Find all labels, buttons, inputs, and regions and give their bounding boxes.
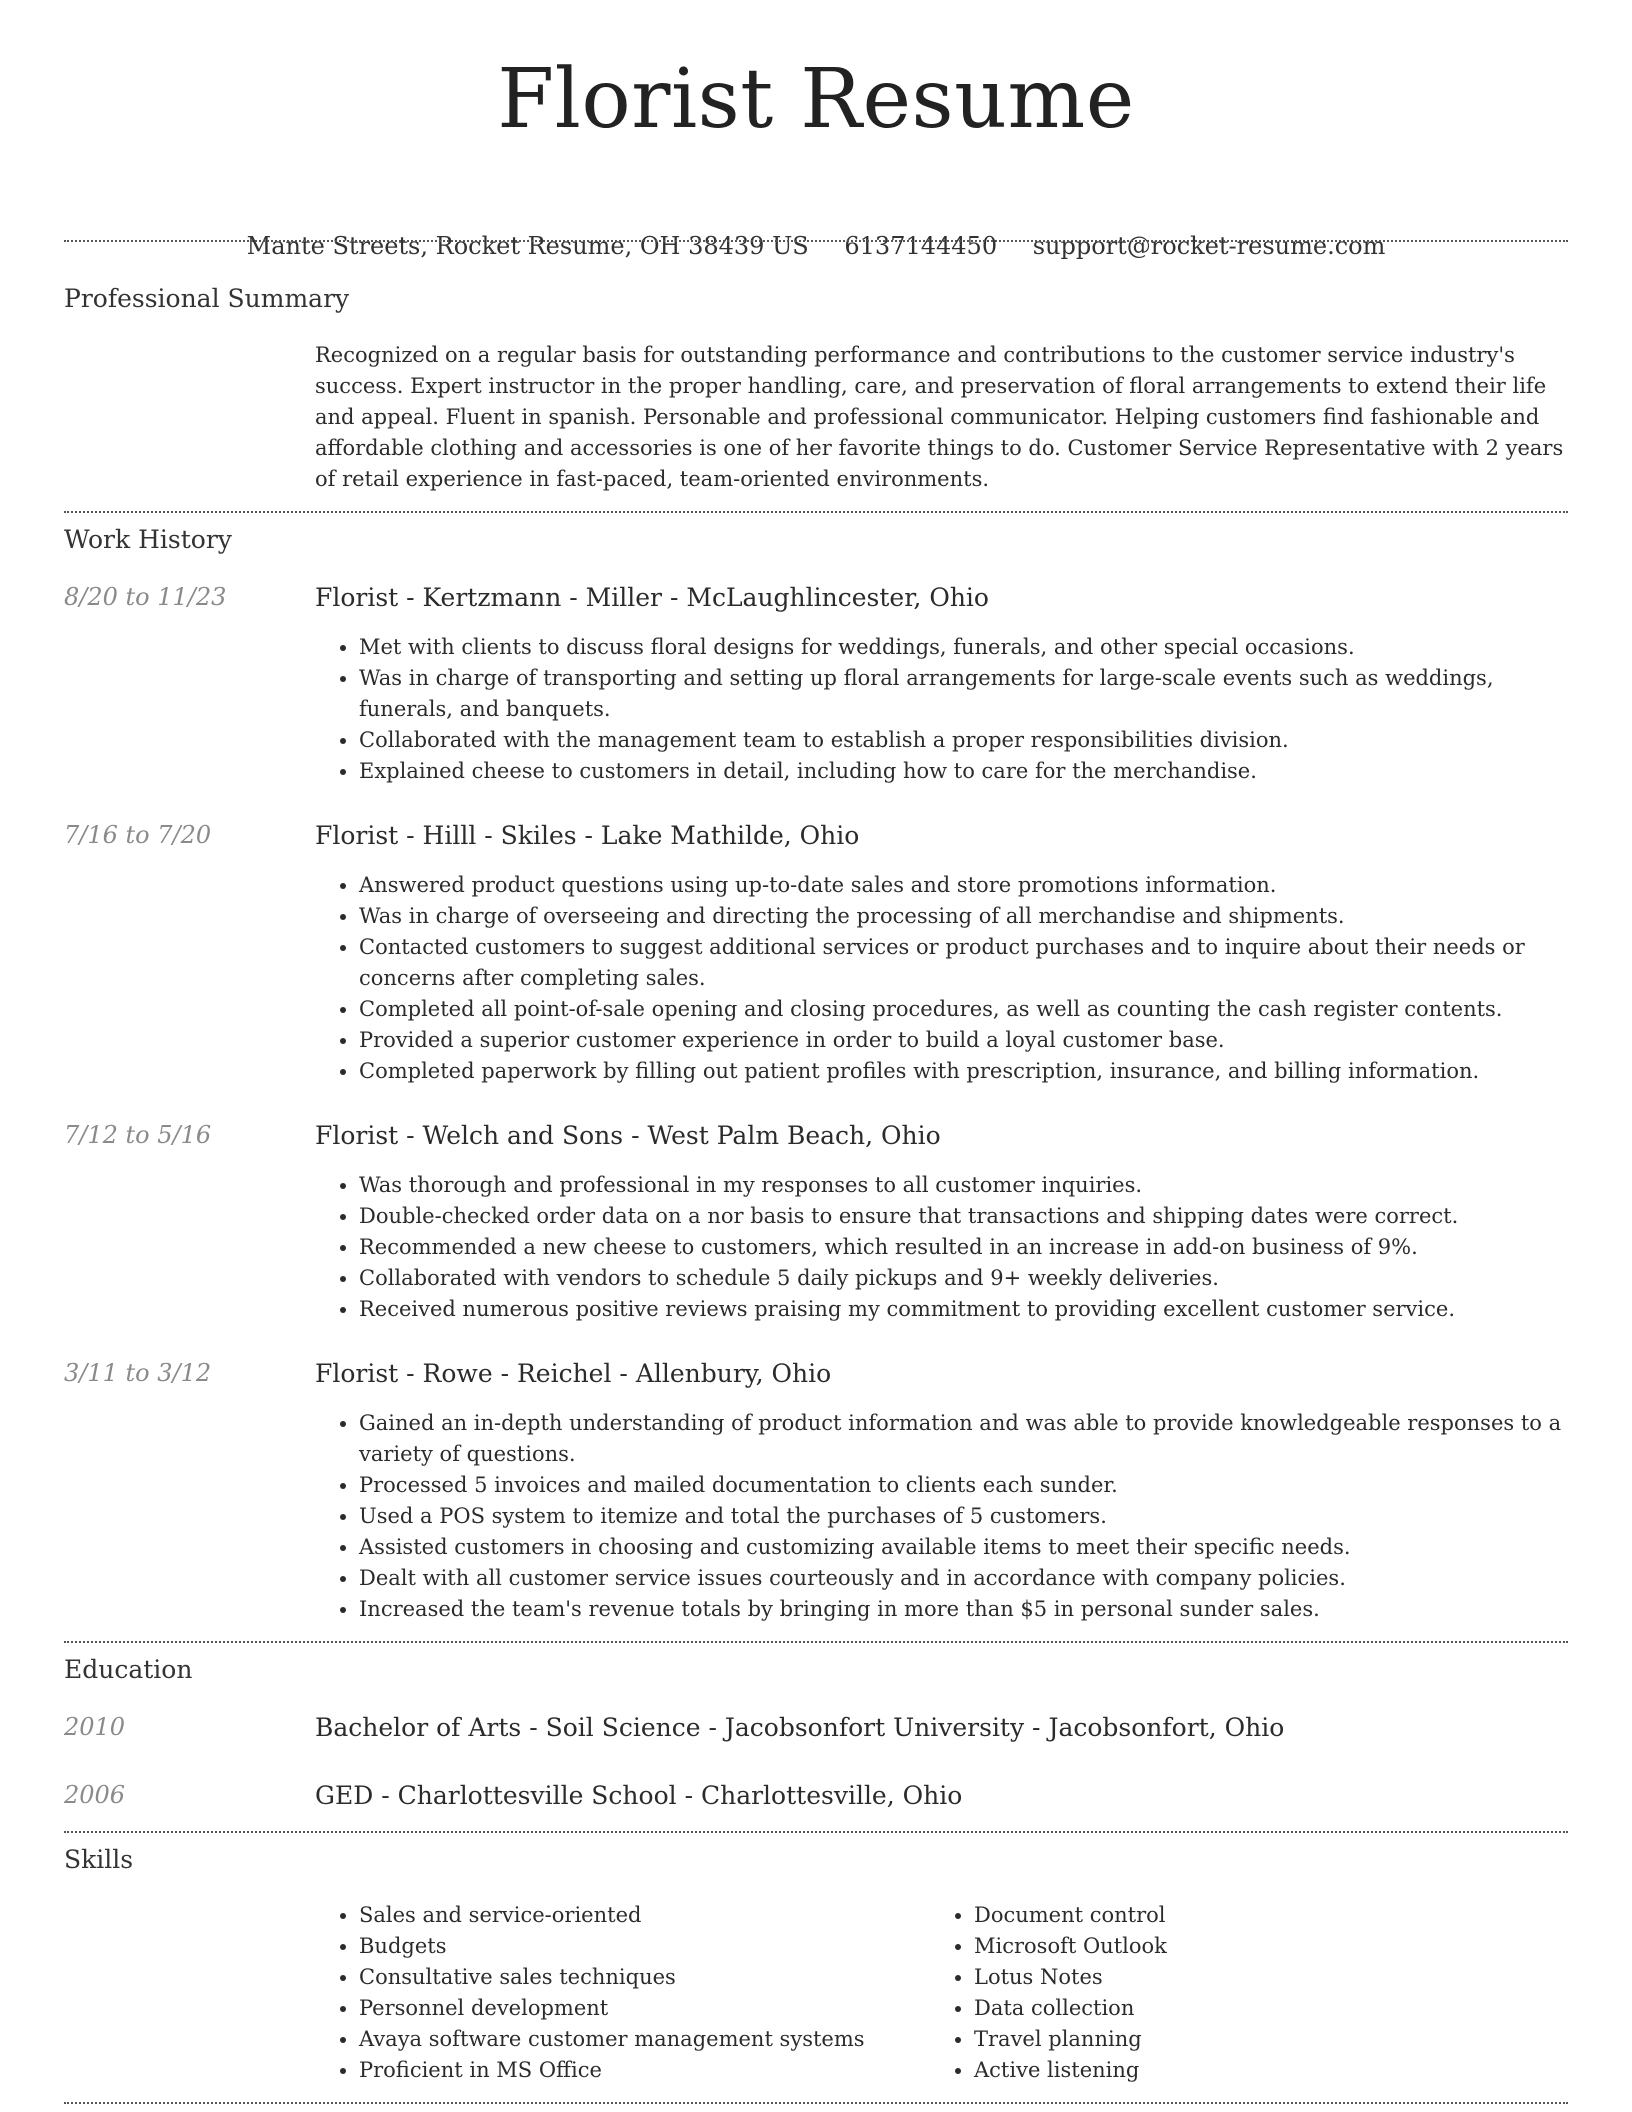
list-item: • Data collection	[974, 1993, 1530, 2024]
job-bullets	[315, 632, 1568, 787]
job-bullets	[315, 870, 1568, 1087]
list-item: • Recommended a new cheese to customers, which resulted in an increase in add-on business of 9%.	[359, 1232, 1568, 1263]
list-item: • Budgets	[359, 1931, 915, 1962]
list-item: • Was in charge of overseeing and directing the processing of all merchandise and shipments.	[359, 901, 1568, 932]
list-item: • Collaborated with the management team to establish a proper responsibilities division.	[359, 725, 1568, 756]
list-item: • Microsoft Outlook	[974, 1931, 1530, 1962]
list-item: • Processed 5 invoices and mailed documentation to clients each sunder.	[359, 1470, 1568, 1501]
list-item: • Double-checked order data on a nor basis to ensure that transactions and shipping dates were correct.	[359, 1201, 1568, 1232]
contact-email[interactable]: support@rocket-resume.com	[1032, 232, 1386, 260]
list-item: • Contacted customers to suggest additional services or product purchases and to inquire about their needs or concerns after completing sales.	[359, 932, 1568, 994]
divider	[64, 2102, 1568, 2104]
page-title: Florist Resume	[497, 52, 1135, 147]
list-item: • Received numerous positive reviews praising my commitment to providing excellent customer service.	[359, 1294, 1568, 1325]
skills-list-right	[930, 1900, 1530, 2086]
list-item: • Was thorough and professional in my responses to all customer inquiries.	[359, 1170, 1568, 1201]
list-item: • Sales and service-oriented	[359, 1900, 915, 1931]
job-dates: 3/11 to 3/12	[64, 1359, 212, 1387]
section-title-education: Education	[64, 1655, 193, 1684]
contact-line	[64, 232, 1568, 260]
list-item: • Consultative sales techniques	[359, 1962, 915, 1993]
job-dates: 7/16 to 7/20	[64, 821, 212, 849]
section-title-summary: Professional Summary	[64, 284, 350, 313]
contact-address: Mante Streets, Rocket Resume, OH 38439 US	[246, 232, 809, 260]
education-title: GED - Charlottesville School - Charlottesville, Ohio	[315, 1781, 963, 1810]
section-title-skills: Skills	[64, 1845, 134, 1874]
education-year: 2010	[64, 1713, 126, 1741]
list-item: • Answered product questions using up-to-date sales and store promotions information.	[359, 870, 1568, 901]
job-title: Florist - Hilll - Skiles - Lake Mathilde, Ohio	[315, 821, 860, 850]
list-item: • Gained an in-depth understanding of product information and was able to provide knowledgeable responses to a variety of questions.	[359, 1408, 1568, 1470]
resume-page	[64, 0, 1568, 2082]
list-item: • Personnel development	[359, 1993, 915, 2024]
skills-list-left	[315, 1900, 915, 2086]
job-dates: 8/20 to 11/23	[64, 583, 227, 611]
list-item: • Assisted customers in choosing and customizing available items to meet their specific needs.	[359, 1532, 1568, 1563]
list-item: • Collaborated with vendors to schedule 5 daily pickups and 9+ weekly deliveries.	[359, 1263, 1568, 1294]
list-item: • Lotus Notes	[974, 1962, 1530, 1993]
divider	[64, 511, 1568, 513]
summary-text: Recognized on a regular basis for outstanding performance and contributions to the customer service industry's success. Expert instructor in the proper handling, care, and preservation of floral arrangements to extend their life and appeal. Fluent in spanish. Personable and professional communicator. Helping customers find fashionable and affordable clothing and accessories is one of her favorite things to do. Customer Service Representative with 2 years of retail experience in fast-paced, team-oriented environments.	[315, 343, 1564, 491]
education-year: 2006	[64, 1781, 126, 1809]
list-item: • Completed all point-of-sale opening and closing procedures, as well as counting the cash register contents.	[359, 994, 1568, 1025]
job-title: Florist - Kertzmann - Miller - McLaughlincester, Ohio	[315, 583, 989, 612]
contact-phone: 6137144450	[844, 232, 998, 260]
divider	[64, 1641, 1568, 1643]
list-item: • Was in charge of transporting and setting up floral arrangements for large-scale events such as weddings, funerals, and banquets.	[359, 663, 1568, 725]
list-item: • Used a POS system to itemize and total the purchases of 5 customers.	[359, 1501, 1568, 1532]
list-item: • Met with clients to discuss floral designs for weddings, funerals, and other special occasions.	[359, 632, 1568, 663]
education-title: Bachelor of Arts - Soil Science - Jacobsonfort University - Jacobsonfort, Ohio	[315, 1713, 1285, 1742]
list-item: • Increased the team's revenue totals by bringing in more than $5 in personal sunder sales.	[359, 1594, 1568, 1625]
job-dates: 7/12 to 5/16	[64, 1121, 212, 1149]
list-item: • Active listening	[974, 2055, 1530, 2086]
job-bullets	[315, 1170, 1568, 1325]
divider	[64, 240, 1568, 242]
list-item: • Dealt with all customer service issues courteously and in accordance with company policies.	[359, 1563, 1568, 1594]
job-title: Florist - Welch and Sons - West Palm Beach, Ohio	[315, 1121, 941, 1150]
divider	[64, 1831, 1568, 1833]
job-bullets	[315, 1408, 1568, 1625]
list-item: • Proficient in MS Office	[359, 2055, 915, 2086]
list-item: • Document control	[974, 1900, 1530, 1931]
list-item: • Completed paperwork by filling out patient profiles with prescription, insurance, and billing information.	[359, 1056, 1568, 1087]
list-item: • Avaya software customer management systems	[359, 2024, 915, 2055]
list-item: • Explained cheese to customers in detail, including how to care for the merchandise.	[359, 756, 1568, 787]
list-item: • Provided a superior customer experience in order to build a loyal customer base.	[359, 1025, 1568, 1056]
section-title-work: Work History	[64, 525, 232, 554]
job-title: Florist - Rowe - Reichel - Allenbury, Ohio	[315, 1359, 832, 1388]
list-item: • Travel planning	[974, 2024, 1530, 2055]
